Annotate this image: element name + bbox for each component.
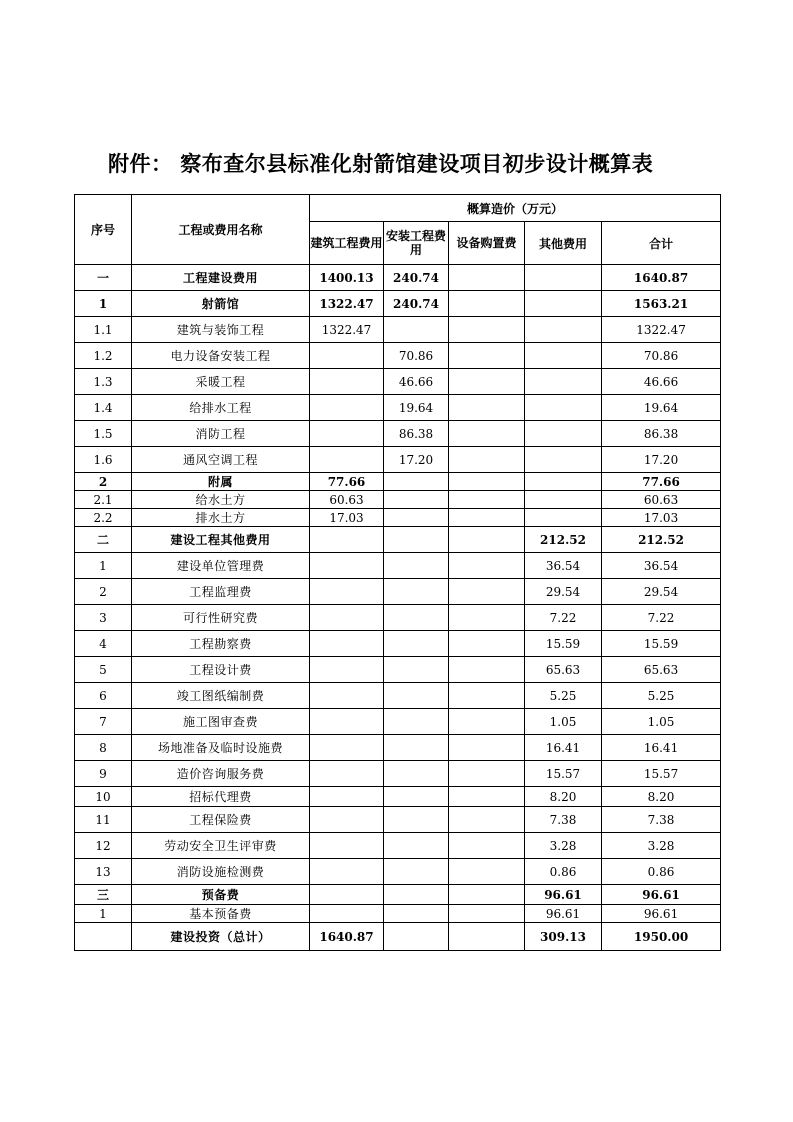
row-build — [310, 885, 384, 905]
row-other: 16.41 — [525, 735, 602, 761]
row-seq: 4 — [75, 631, 132, 657]
row-equip — [449, 885, 525, 905]
row-build: 60.63 — [310, 491, 384, 509]
table-row — [75, 859, 721, 885]
row-seq: 一 — [75, 265, 132, 291]
table-row — [75, 787, 721, 807]
row-equip — [449, 509, 525, 527]
table-row — [75, 605, 721, 631]
table-row — [75, 491, 721, 509]
row-equip — [449, 709, 525, 735]
row-name: 给水土方 — [132, 491, 310, 509]
row-total: 17.03 — [602, 509, 721, 527]
row-install — [384, 553, 449, 579]
table-row — [75, 923, 721, 951]
table-row — [75, 421, 721, 447]
row-name: 预备费 — [132, 885, 310, 905]
row-build — [310, 833, 384, 859]
row-seq: 1.2 — [75, 343, 132, 369]
row-name: 附属 — [132, 473, 310, 491]
row-total: 77.66 — [602, 473, 721, 491]
row-equip — [449, 395, 525, 421]
row-install — [384, 527, 449, 553]
row-seq: 1 — [75, 905, 132, 923]
row-build — [310, 735, 384, 761]
row-total: 5.25 — [602, 683, 721, 709]
row-total: 212.52 — [602, 527, 721, 553]
row-seq: 2.1 — [75, 491, 132, 509]
row-install — [384, 885, 449, 905]
row-other: 65.63 — [525, 657, 602, 683]
header-seq: 序号 — [75, 195, 132, 265]
row-other: 96.61 — [525, 905, 602, 923]
row-other: 15.57 — [525, 761, 602, 787]
row-equip — [449, 553, 525, 579]
row-build: 17.03 — [310, 509, 384, 527]
header-cost-group: 概算造价（万元） — [310, 195, 721, 222]
row-install — [384, 905, 449, 923]
row-install: 46.66 — [384, 369, 449, 395]
row-install — [384, 491, 449, 509]
row-other: 96.61 — [525, 885, 602, 905]
header-total: 合计 — [602, 222, 721, 265]
row-equip — [449, 859, 525, 885]
row-name: 劳动安全卫生评审费 — [132, 833, 310, 859]
row-install — [384, 923, 449, 951]
row-equip — [449, 447, 525, 473]
row-other — [525, 421, 602, 447]
table-row — [75, 395, 721, 421]
row-name: 电力设备安装工程 — [132, 343, 310, 369]
row-name: 工程保险费 — [132, 807, 310, 833]
row-name: 建设单位管理费 — [132, 553, 310, 579]
row-install: 17.20 — [384, 447, 449, 473]
row-total: 1950.00 — [602, 923, 721, 951]
row-other — [525, 395, 602, 421]
row-total: 1322.47 — [602, 317, 721, 343]
row-total: 15.57 — [602, 761, 721, 787]
row-seq: 1.6 — [75, 447, 132, 473]
table-row — [75, 473, 721, 491]
table-row — [75, 447, 721, 473]
row-build — [310, 761, 384, 787]
row-other: 29.54 — [525, 579, 602, 605]
row-install: 240.74 — [384, 265, 449, 291]
row-equip — [449, 605, 525, 631]
table-row — [75, 657, 721, 683]
row-build — [310, 905, 384, 923]
row-total: 3.28 — [602, 833, 721, 859]
row-total: 86.38 — [602, 421, 721, 447]
table-row — [75, 509, 721, 527]
row-equip — [449, 807, 525, 833]
row-name: 采暖工程 — [132, 369, 310, 395]
row-build — [310, 709, 384, 735]
row-equip — [449, 579, 525, 605]
row-build — [310, 657, 384, 683]
row-equip — [449, 317, 525, 343]
table-row — [75, 735, 721, 761]
row-install — [384, 807, 449, 833]
table-row — [75, 553, 721, 579]
table-row — [75, 683, 721, 709]
row-install — [384, 683, 449, 709]
row-install — [384, 787, 449, 807]
row-seq — [75, 923, 132, 951]
row-other — [525, 291, 602, 317]
row-total: 15.59 — [602, 631, 721, 657]
row-install — [384, 859, 449, 885]
row-seq: 7 — [75, 709, 132, 735]
row-other: 15.59 — [525, 631, 602, 657]
row-equip — [449, 527, 525, 553]
row-seq: 2 — [75, 579, 132, 605]
table-row — [75, 885, 721, 905]
row-build — [310, 343, 384, 369]
row-total: 16.41 — [602, 735, 721, 761]
row-equip — [449, 491, 525, 509]
row-name: 建设工程其他费用 — [132, 527, 310, 553]
table-row — [75, 709, 721, 735]
row-build — [310, 787, 384, 807]
row-name: 射箭馆 — [132, 291, 310, 317]
row-total: 60.63 — [602, 491, 721, 509]
row-total: 7.38 — [602, 807, 721, 833]
row-seq: 2.2 — [75, 509, 132, 527]
row-seq: 1 — [75, 553, 132, 579]
row-other: 8.20 — [525, 787, 602, 807]
row-other — [525, 265, 602, 291]
row-other: 309.13 — [525, 923, 602, 951]
row-other: 36.54 — [525, 553, 602, 579]
row-build — [310, 553, 384, 579]
row-install: 19.64 — [384, 395, 449, 421]
row-install — [384, 833, 449, 859]
table-row — [75, 317, 721, 343]
row-build — [310, 395, 384, 421]
row-equip — [449, 291, 525, 317]
document-title: 附件： 察布查尔县标准化射箭馆建设项目初步设计概算表 — [108, 152, 654, 176]
row-seq: 12 — [75, 833, 132, 859]
row-equip — [449, 657, 525, 683]
row-equip — [449, 787, 525, 807]
table-body — [75, 265, 721, 951]
row-total: 17.20 — [602, 447, 721, 473]
row-build — [310, 807, 384, 833]
row-equip — [449, 265, 525, 291]
row-name: 通风空调工程 — [132, 447, 310, 473]
row-total: 19.64 — [602, 395, 721, 421]
row-total: 29.54 — [602, 579, 721, 605]
row-total: 1563.21 — [602, 291, 721, 317]
row-other: 0.86 — [525, 859, 602, 885]
row-other: 3.28 — [525, 833, 602, 859]
row-build: 1640.87 — [310, 923, 384, 951]
row-total: 1.05 — [602, 709, 721, 735]
table-row — [75, 761, 721, 787]
row-name: 工程建设费用 — [132, 265, 310, 291]
row-install — [384, 317, 449, 343]
row-install — [384, 631, 449, 657]
row-seq: 1.1 — [75, 317, 132, 343]
row-total: 70.86 — [602, 343, 721, 369]
row-build — [310, 579, 384, 605]
row-seq: 2 — [75, 473, 132, 491]
row-name: 造价咨询服务费 — [132, 761, 310, 787]
row-seq: 6 — [75, 683, 132, 709]
row-equip — [449, 833, 525, 859]
row-total: 0.86 — [602, 859, 721, 885]
row-build — [310, 447, 384, 473]
row-other: 7.22 — [525, 605, 602, 631]
row-install — [384, 657, 449, 683]
row-name: 工程勘察费 — [132, 631, 310, 657]
row-other: 212.52 — [525, 527, 602, 553]
row-other: 5.25 — [525, 683, 602, 709]
row-seq: 11 — [75, 807, 132, 833]
row-name: 消防设施检测费 — [132, 859, 310, 885]
row-other — [525, 509, 602, 527]
row-install — [384, 509, 449, 527]
table-row — [75, 265, 721, 291]
row-name: 施工图审查费 — [132, 709, 310, 735]
row-name: 招标代理费 — [132, 787, 310, 807]
row-equip — [449, 369, 525, 395]
row-total: 36.54 — [602, 553, 721, 579]
row-name: 可行性研究费 — [132, 605, 310, 631]
table-row — [75, 579, 721, 605]
row-build — [310, 369, 384, 395]
row-install — [384, 473, 449, 491]
table-row — [75, 527, 721, 553]
row-equip — [449, 735, 525, 761]
table-row — [75, 631, 721, 657]
row-seq: 10 — [75, 787, 132, 807]
row-build: 1322.47 — [310, 317, 384, 343]
row-equip — [449, 761, 525, 787]
row-other: 1.05 — [525, 709, 602, 735]
row-other — [525, 369, 602, 395]
row-install — [384, 579, 449, 605]
row-seq: 三 — [75, 885, 132, 905]
row-seq: 8 — [75, 735, 132, 761]
table-row — [75, 369, 721, 395]
row-install — [384, 605, 449, 631]
row-build — [310, 527, 384, 553]
row-equip — [449, 923, 525, 951]
row-name: 建设投资（总计） — [132, 923, 310, 951]
table-row — [75, 905, 721, 923]
table-row — [75, 291, 721, 317]
row-equip — [449, 905, 525, 923]
row-name: 竣工图纸编制费 — [132, 683, 310, 709]
row-build: 77.66 — [310, 473, 384, 491]
row-name: 建筑与装饰工程 — [132, 317, 310, 343]
row-name: 工程设计费 — [132, 657, 310, 683]
row-other: 7.38 — [525, 807, 602, 833]
row-build — [310, 605, 384, 631]
row-other — [525, 317, 602, 343]
row-seq: 1 — [75, 291, 132, 317]
table-row — [75, 833, 721, 859]
row-total: 7.22 — [602, 605, 721, 631]
row-install: 86.38 — [384, 421, 449, 447]
row-other — [525, 447, 602, 473]
row-seq: 9 — [75, 761, 132, 787]
row-seq: 1.5 — [75, 421, 132, 447]
row-build — [310, 421, 384, 447]
row-build — [310, 683, 384, 709]
row-name: 基本预备费 — [132, 905, 310, 923]
row-total: 96.61 — [602, 905, 721, 923]
row-total: 96.61 — [602, 885, 721, 905]
row-install: 70.86 — [384, 343, 449, 369]
header-equip: 设备购置费 — [449, 222, 525, 265]
row-equip — [449, 343, 525, 369]
budget-table — [74, 194, 721, 951]
row-build — [310, 859, 384, 885]
row-total: 46.66 — [602, 369, 721, 395]
row-equip — [449, 473, 525, 491]
row-name: 消防工程 — [132, 421, 310, 447]
header-build: 建筑工程费用 — [310, 222, 384, 265]
row-build: 1322.47 — [310, 291, 384, 317]
row-seq: 1.3 — [75, 369, 132, 395]
row-seq: 13 — [75, 859, 132, 885]
header-install: 安装工程费用 — [384, 222, 449, 265]
row-equip — [449, 631, 525, 657]
header-other: 其他费用 — [525, 222, 602, 265]
row-total: 1640.87 — [602, 265, 721, 291]
row-install — [384, 761, 449, 787]
row-other — [525, 473, 602, 491]
row-equip — [449, 683, 525, 709]
header-name: 工程或费用名称 — [132, 195, 310, 265]
row-total: 8.20 — [602, 787, 721, 807]
row-total: 65.63 — [602, 657, 721, 683]
row-name: 排水土方 — [132, 509, 310, 527]
row-install — [384, 709, 449, 735]
row-name: 工程监理费 — [132, 579, 310, 605]
row-other — [525, 343, 602, 369]
row-install — [384, 735, 449, 761]
table-row — [75, 343, 721, 369]
row-seq: 1.4 — [75, 395, 132, 421]
row-seq: 3 — [75, 605, 132, 631]
row-build: 1400.13 — [310, 265, 384, 291]
row-name: 场地准备及临时设施费 — [132, 735, 310, 761]
row-other — [525, 491, 602, 509]
row-install: 240.74 — [384, 291, 449, 317]
row-equip — [449, 421, 525, 447]
row-name: 给排水工程 — [132, 395, 310, 421]
row-seq: 二 — [75, 527, 132, 553]
row-build — [310, 631, 384, 657]
row-seq: 5 — [75, 657, 132, 683]
table-row — [75, 807, 721, 833]
